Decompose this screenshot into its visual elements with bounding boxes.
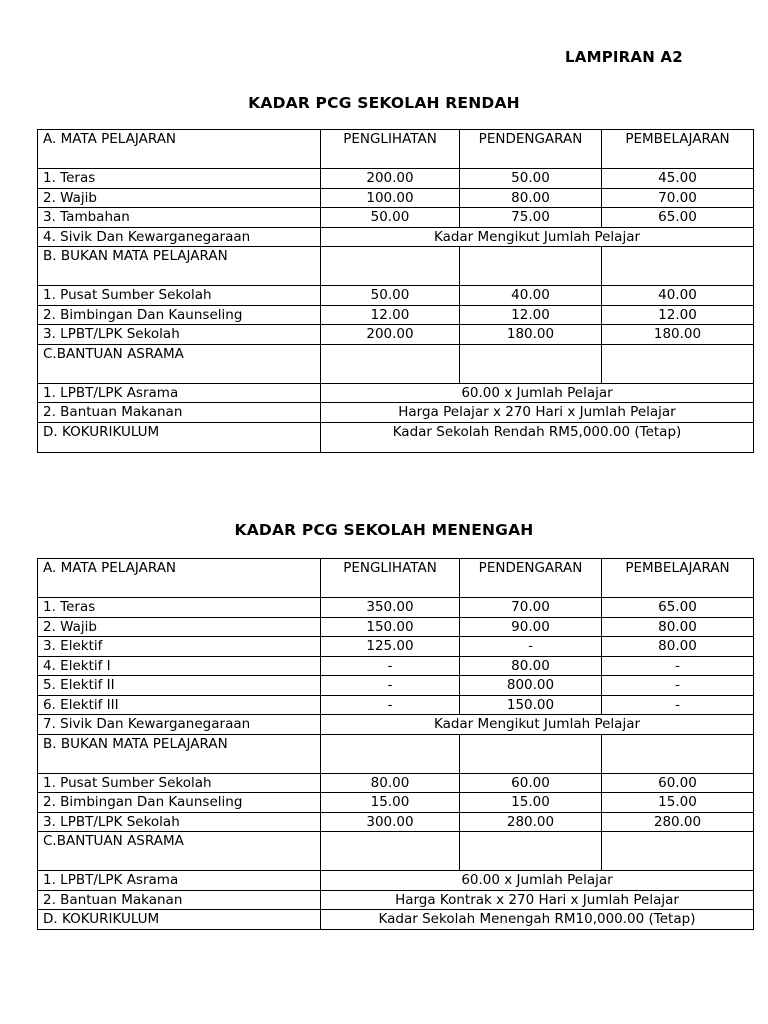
section-header: B. BUKAN MATA PELAJARAN xyxy=(38,247,321,286)
table-row xyxy=(38,422,754,452)
row-label: 2. Bantuan Makanan xyxy=(38,403,321,423)
section-header-row xyxy=(38,344,754,383)
rate-cell: 40.00 xyxy=(602,286,754,306)
menengah-title: KADAR PCG SEKOLAH MENENGAH xyxy=(234,521,534,539)
table-row xyxy=(38,695,754,715)
row-label: 5. Elektif II xyxy=(38,676,321,696)
rate-cell: 200.00 xyxy=(321,325,460,345)
merged-rate-cell: Kadar Mengikut Jumlah Pelajar xyxy=(321,715,754,735)
row-label: 2. Bantuan Makanan xyxy=(38,890,321,910)
rate-cell: 300.00 xyxy=(321,812,460,832)
rate-cell: - xyxy=(602,656,754,676)
rate-cell: 70.00 xyxy=(602,188,754,208)
rate-cell: 800.00 xyxy=(460,676,602,696)
row-label: 1. LPBT/LPK Asrama xyxy=(38,871,321,891)
row-label: 4. Elektif I xyxy=(38,656,321,676)
rate-cell: 40.00 xyxy=(460,286,602,306)
column-header: A. MATA PELAJARAN xyxy=(38,130,321,169)
rate-cell: 15.00 xyxy=(602,793,754,813)
rate-cell: - xyxy=(602,676,754,696)
section-header: C.BANTUAN ASRAMA xyxy=(38,832,321,871)
rate-cell: - xyxy=(321,676,460,696)
rate-cell: 75.00 xyxy=(460,208,602,228)
rate-cell: 80.00 xyxy=(321,773,460,793)
rate-cell: 12.00 xyxy=(602,305,754,325)
row-label: 3. LPBT/LPK Sekolah xyxy=(38,325,321,345)
row-label: D. KOKURIKULUM xyxy=(38,910,321,930)
column-header: PEMBELAJARAN xyxy=(602,130,754,169)
rate-cell: 80.00 xyxy=(602,637,754,657)
rate-cell: - xyxy=(602,695,754,715)
table-row xyxy=(38,656,754,676)
rate-cell: 90.00 xyxy=(460,617,602,637)
row-label: 1. Teras xyxy=(38,598,321,618)
rate-cell: 60.00 xyxy=(460,773,602,793)
merged-rate-cell: Kadar Sekolah Rendah RM5,000.00 (Tetap) xyxy=(321,422,754,452)
empty-cell xyxy=(602,344,754,383)
rate-cell: 65.00 xyxy=(602,598,754,618)
merged-rate-cell: Harga Kontrak x 270 Hari x Jumlah Pelajar xyxy=(321,890,754,910)
table-header-row xyxy=(38,559,754,598)
row-label: 1. Pusat Sumber Sekolah xyxy=(38,286,321,306)
table-row xyxy=(38,676,754,696)
section-header-row xyxy=(38,832,754,871)
rate-cell: 125.00 xyxy=(321,637,460,657)
row-label: 6. Elektif III xyxy=(38,695,321,715)
row-label: 3. LPBT/LPK Sekolah xyxy=(38,812,321,832)
row-label: 1. Pusat Sumber Sekolah xyxy=(38,773,321,793)
rate-cell: 50.00 xyxy=(321,286,460,306)
rate-cell: 50.00 xyxy=(321,208,460,228)
column-header: PENDENGARAN xyxy=(460,130,602,169)
rendah-table xyxy=(37,129,754,453)
column-header: PENDENGARAN xyxy=(460,559,602,598)
rate-cell: 45.00 xyxy=(602,169,754,189)
menengah-table-body xyxy=(38,559,754,930)
empty-cell xyxy=(602,832,754,871)
section-header: B. BUKAN MATA PELAJARAN xyxy=(38,734,321,773)
column-header: PEMBELAJARAN xyxy=(602,559,754,598)
menengah-table xyxy=(37,558,754,930)
table-row xyxy=(38,812,754,832)
table-row xyxy=(38,305,754,325)
row-label: 3. Elektif xyxy=(38,637,321,657)
row-label: 1. LPBT/LPK Asrama xyxy=(38,383,321,403)
empty-cell xyxy=(321,247,460,286)
table-row xyxy=(38,637,754,657)
rate-cell: 12.00 xyxy=(460,305,602,325)
table-row xyxy=(38,890,754,910)
merged-rate-cell: 60.00 x Jumlah Pelajar xyxy=(321,383,754,403)
rate-cell: 280.00 xyxy=(602,812,754,832)
rate-cell: 180.00 xyxy=(460,325,602,345)
section-header-row xyxy=(38,247,754,286)
rate-cell: 180.00 xyxy=(602,325,754,345)
row-label: 2. Wajib xyxy=(38,617,321,637)
row-label: D. KOKURIKULUM xyxy=(38,422,321,452)
empty-cell xyxy=(460,247,602,286)
row-label: 2. Wajib xyxy=(38,188,321,208)
empty-cell xyxy=(460,734,602,773)
empty-cell xyxy=(460,832,602,871)
table-row xyxy=(38,793,754,813)
table-header-row xyxy=(38,130,754,169)
table-row xyxy=(38,188,754,208)
table-row xyxy=(38,383,754,403)
attachment-label: LAMPIRAN A2 xyxy=(565,48,683,66)
rate-cell: - xyxy=(460,637,602,657)
section-header: C.BANTUAN ASRAMA xyxy=(38,344,321,383)
rate-cell: 65.00 xyxy=(602,208,754,228)
rate-cell: 200.00 xyxy=(321,169,460,189)
rendah-table-body xyxy=(38,130,754,453)
rate-cell: 60.00 xyxy=(602,773,754,793)
rate-cell: 15.00 xyxy=(321,793,460,813)
table-row xyxy=(38,598,754,618)
rate-cell: 15.00 xyxy=(460,793,602,813)
row-label: 4. Sivik Dan Kewarganegaraan xyxy=(38,227,321,247)
table-row xyxy=(38,286,754,306)
empty-cell xyxy=(321,344,460,383)
rate-cell: 100.00 xyxy=(321,188,460,208)
rate-cell: 350.00 xyxy=(321,598,460,618)
rate-cell: - xyxy=(321,695,460,715)
column-header: PENGLIHATAN xyxy=(321,559,460,598)
table-row xyxy=(38,227,754,247)
rate-cell: 80.00 xyxy=(602,617,754,637)
table-row xyxy=(38,617,754,637)
table-row xyxy=(38,773,754,793)
row-label: 2. Bimbingan Dan Kaunseling xyxy=(38,793,321,813)
table-row xyxy=(38,871,754,891)
merged-rate-cell: Harga Pelajar x 270 Hari x Jumlah Pelajar xyxy=(321,403,754,423)
rendah-title: KADAR PCG SEKOLAH RENDAH xyxy=(248,94,520,112)
empty-cell xyxy=(460,344,602,383)
rate-cell: 80.00 xyxy=(460,188,602,208)
empty-cell xyxy=(602,734,754,773)
table-row xyxy=(38,169,754,189)
rate-cell: 70.00 xyxy=(460,598,602,618)
row-label: 1. Teras xyxy=(38,169,321,189)
empty-cell xyxy=(602,247,754,286)
table-row xyxy=(38,715,754,735)
merged-rate-cell: Kadar Mengikut Jumlah Pelajar xyxy=(321,227,754,247)
rate-cell: 150.00 xyxy=(321,617,460,637)
rate-cell: - xyxy=(321,656,460,676)
table-row xyxy=(38,208,754,228)
rate-cell: 150.00 xyxy=(460,695,602,715)
column-header: A. MATA PELAJARAN xyxy=(38,559,321,598)
rate-cell: 12.00 xyxy=(321,305,460,325)
table-row xyxy=(38,325,754,345)
section-header-row xyxy=(38,734,754,773)
table-row xyxy=(38,403,754,423)
rate-cell: 80.00 xyxy=(460,656,602,676)
column-header: PENGLIHATAN xyxy=(321,130,460,169)
row-label: 3. Tambahan xyxy=(38,208,321,228)
merged-rate-cell: Kadar Sekolah Menengah RM10,000.00 (Tetap) xyxy=(321,910,754,930)
rate-cell: 280.00 xyxy=(460,812,602,832)
row-label: 7. Sivik Dan Kewarganegaraan xyxy=(38,715,321,735)
empty-cell xyxy=(321,832,460,871)
table-row xyxy=(38,910,754,930)
merged-rate-cell: 60.00 x Jumlah Pelajar xyxy=(321,871,754,891)
rate-cell: 50.00 xyxy=(460,169,602,189)
row-label: 2. Bimbingan Dan Kaunseling xyxy=(38,305,321,325)
empty-cell xyxy=(321,734,460,773)
